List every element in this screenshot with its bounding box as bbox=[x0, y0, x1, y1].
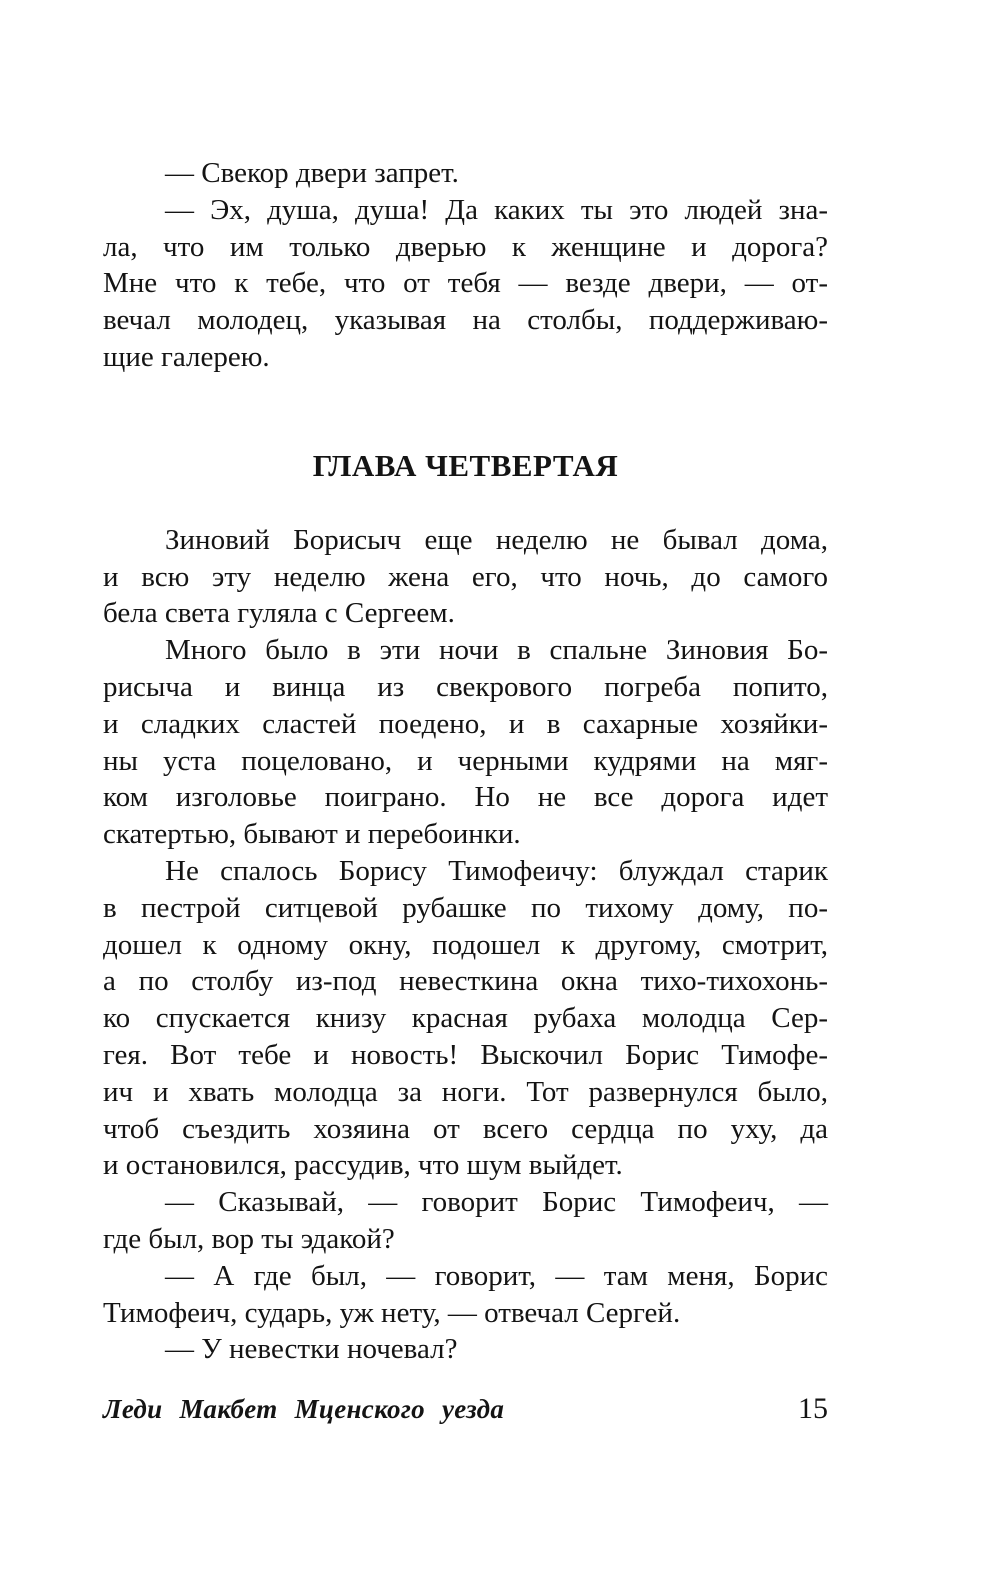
text-line: щие галерею. bbox=[103, 340, 270, 373]
text-line: ком изголовье поиграно. Но не все дорога идет bbox=[103, 781, 828, 814]
text-line: — Сказывай, — говорит Борис Тимофеич, — bbox=[165, 1186, 828, 1219]
text-line: Зиновий Борисыч еще неделю не бывал дома, bbox=[165, 523, 828, 556]
running-title: Леди Макбет Мценского уезда bbox=[103, 1394, 505, 1424]
text-line: в пестрой ситцевой рубашке по тихому дому, по- bbox=[103, 891, 828, 924]
text-line: ла, что им только дверью к женщине и дорога? bbox=[103, 230, 828, 263]
text-line: бела света гуляла с Сергеем. bbox=[103, 597, 455, 630]
text-line: скатертью, бывают и перебоинки. bbox=[103, 818, 521, 851]
text-line: рисыча и винца из свекрового погреба попито, bbox=[103, 670, 828, 703]
text-line: Много было в эти ночи в спальне Зиновия Бо- bbox=[165, 634, 828, 667]
paragraph bbox=[103, 853, 828, 1184]
paragraph bbox=[103, 522, 828, 632]
text-line: вечал молодец, указывая на столбы, поддерживаю- bbox=[103, 304, 828, 337]
paragraph bbox=[103, 1331, 828, 1368]
paragraph bbox=[103, 1258, 828, 1332]
text-line: и сладких сластей поедено, и в сахарные хозяйки- bbox=[103, 707, 828, 740]
text-line: чтоб съездить хозяина от всего сердца по уху, да bbox=[103, 1112, 828, 1145]
page-footer bbox=[103, 1392, 828, 1426]
text-line: — Свекор двери запрет. bbox=[165, 157, 459, 189]
page-number: 15 bbox=[798, 1392, 828, 1425]
text-line: а по столбу из-под невесткина окна тихо-тихохонь- bbox=[103, 965, 828, 998]
text-line: — А где был, — говорит, — там меня, Борис bbox=[165, 1259, 828, 1292]
text-line: Мне что к тебе, что от тебя — везде двери, — от- bbox=[103, 267, 828, 300]
text-line: — У невестки ночевал? bbox=[165, 1333, 458, 1366]
text-line: и остановился, рассудив, что шум выйдет. bbox=[103, 1149, 623, 1182]
text-line: Не спалось Борису Тимофеичу: блуждал старик bbox=[165, 854, 828, 887]
chapter-paragraphs bbox=[103, 522, 828, 1368]
text-line: ко спускается книзу красная рубаха молодца Сер- bbox=[103, 1002, 828, 1035]
chapter-heading: ГЛАВА ЧЕТВЕРТАЯ bbox=[312, 447, 619, 483]
text-line: гея. Вот тебе и новость! Выскочил Борис Тимофе- bbox=[103, 1038, 828, 1071]
text-line: дошел к одному окну, подошел к другому, смотрит, bbox=[103, 928, 828, 961]
text-line: где был, вор ты эдакой? bbox=[103, 1222, 395, 1255]
paragraph bbox=[103, 192, 828, 376]
text-line: — Эх, душа, душа! Да каких ты это людей зна- bbox=[165, 193, 828, 226]
page-body bbox=[103, 155, 828, 1368]
text-line: Тимофеич, сударь, уж нету, — отвечал Сергей. bbox=[103, 1296, 681, 1329]
text-line: и всю эту неделю жена его, что ночь, до самого bbox=[103, 560, 828, 593]
text-line: ич и хвать молодца за ноги. Тот развернулся было, bbox=[103, 1075, 828, 1108]
paragraph bbox=[103, 632, 828, 853]
intro-paragraphs bbox=[103, 155, 828, 376]
paragraph bbox=[103, 1184, 828, 1258]
text-line: ны уста поцеловано, и черными кудрями на мяг- bbox=[103, 744, 828, 777]
paragraph bbox=[103, 155, 828, 192]
